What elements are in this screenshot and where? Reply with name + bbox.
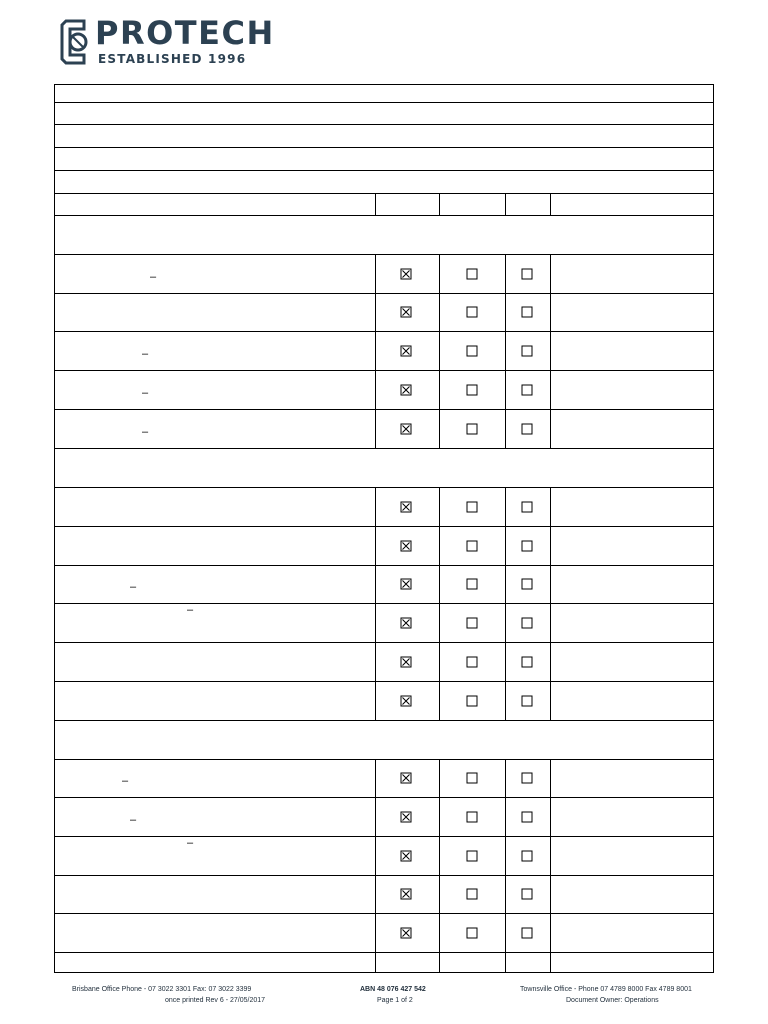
row-divider (54, 952, 714, 953)
column-divider (505, 565, 506, 603)
checked-box-icon[interactable] (400, 501, 412, 513)
unchecked-box-icon[interactable] (521, 927, 533, 939)
row-divider (54, 797, 714, 798)
checked-box-icon[interactable] (400, 345, 412, 357)
unchecked-box-icon[interactable] (521, 501, 533, 513)
company-logo (60, 14, 275, 70)
column-divider (375, 603, 376, 642)
column-divider (439, 409, 440, 448)
row-dash-marker: – (187, 837, 194, 849)
column-divider (375, 293, 376, 331)
column-divider (550, 836, 551, 875)
column-divider (439, 565, 440, 603)
unchecked-box-icon[interactable] (466, 268, 478, 280)
unchecked-box-icon[interactable] (521, 384, 533, 396)
row-dash-marker: – (187, 604, 194, 616)
unchecked-box-icon[interactable] (466, 927, 478, 939)
brand-name: PROTECH (95, 14, 275, 52)
row-divider (54, 875, 714, 876)
row-divider (54, 720, 714, 721)
column-divider (550, 681, 551, 720)
column-divider (550, 526, 551, 565)
row-dash-marker: – (150, 271, 157, 283)
column-divider (550, 797, 551, 836)
column-divider (439, 331, 440, 370)
column-divider (505, 759, 506, 797)
column-divider (439, 913, 440, 952)
row-dash-marker: – (142, 348, 149, 360)
checked-box-icon[interactable] (400, 772, 412, 784)
footer-print-revision: once printed Rev 6 - 27/05/2017 (165, 997, 266, 1004)
unchecked-box-icon[interactable] (521, 268, 533, 280)
unchecked-box-icon[interactable] (521, 306, 533, 318)
unchecked-box-icon[interactable] (521, 423, 533, 435)
unchecked-box-icon[interactable] (466, 695, 478, 707)
column-divider (550, 759, 551, 797)
unchecked-box-icon[interactable] (466, 306, 478, 318)
unchecked-box-icon[interactable] (521, 617, 533, 629)
row-divider (54, 370, 714, 371)
column-divider (550, 603, 551, 642)
row-divider (54, 603, 714, 604)
unchecked-box-icon[interactable] (521, 811, 533, 823)
unchecked-box-icon[interactable] (466, 501, 478, 513)
row-divider (54, 642, 714, 643)
row-divider (54, 565, 714, 566)
footer-abn: ABN 48 076 427 542 (360, 986, 426, 993)
column-divider (439, 681, 440, 720)
row-dash-marker: – (142, 387, 149, 399)
checked-box-icon[interactable] (400, 850, 412, 862)
protech-logo-icon (60, 19, 90, 65)
unchecked-box-icon[interactable] (521, 578, 533, 590)
unchecked-box-icon[interactable] (466, 384, 478, 396)
column-divider (375, 565, 376, 603)
checked-box-icon[interactable] (400, 540, 412, 552)
column-divider (439, 603, 440, 642)
footer-townsville-office: Townsville Office - Phone 07 4789 8000 Fax 4789 8001 (520, 986, 692, 993)
footer-brisbane-office: Brisbane Office Phone - 07 3022 3301 Fax: 07 3022 3399 (72, 986, 252, 993)
row-dash-marker: – (130, 581, 137, 593)
column-divider (550, 370, 551, 409)
row-divider (54, 526, 714, 527)
column-divider (439, 293, 440, 331)
column-divider (550, 193, 551, 215)
footer-page-number: Page 1 of 2 (377, 997, 413, 1004)
header-row-divider (54, 193, 714, 194)
unchecked-box-icon[interactable] (521, 850, 533, 862)
checked-box-icon[interactable] (400, 617, 412, 629)
column-divider (505, 681, 506, 720)
column-divider (439, 254, 440, 293)
column-divider (375, 759, 376, 797)
unchecked-box-icon[interactable] (466, 540, 478, 552)
column-divider (439, 797, 440, 836)
checked-box-icon[interactable] (400, 268, 412, 280)
column-divider (439, 487, 440, 526)
column-divider (439, 952, 440, 973)
row-dash-marker: – (130, 814, 137, 826)
checked-box-icon[interactable] (400, 384, 412, 396)
column-divider (375, 526, 376, 565)
column-divider (505, 913, 506, 952)
footer-document-owner: Document Owner: Operations (566, 997, 659, 1004)
column-divider (550, 952, 551, 973)
checked-box-icon[interactable] (400, 423, 412, 435)
column-divider (375, 642, 376, 681)
column-divider (505, 797, 506, 836)
column-divider (375, 681, 376, 720)
header-row-divider (54, 147, 714, 148)
row-divider (54, 331, 714, 332)
unchecked-box-icon[interactable] (521, 345, 533, 357)
unchecked-box-icon[interactable] (466, 345, 478, 357)
row-dash-marker: – (142, 426, 149, 438)
section-divider (54, 487, 714, 488)
brand-tagline: ESTABLISHED 1996 (98, 52, 247, 66)
unchecked-box-icon[interactable] (521, 656, 533, 668)
row-divider (54, 836, 714, 837)
column-header-divider (54, 215, 714, 216)
unchecked-box-icon[interactable] (466, 617, 478, 629)
header-row-divider (54, 102, 714, 103)
column-divider (550, 565, 551, 603)
row-divider (54, 293, 714, 294)
column-divider (375, 331, 376, 370)
unchecked-box-icon[interactable] (466, 811, 478, 823)
column-divider (439, 836, 440, 875)
column-divider (550, 409, 551, 448)
checked-box-icon[interactable] (400, 695, 412, 707)
column-divider (505, 370, 506, 409)
column-divider (505, 487, 506, 526)
checked-box-icon[interactable] (400, 306, 412, 318)
checked-box-icon[interactable] (400, 888, 412, 900)
checklist-table (54, 84, 714, 973)
column-divider (439, 370, 440, 409)
column-divider (550, 254, 551, 293)
column-divider (505, 952, 506, 973)
unchecked-box-icon[interactable] (466, 423, 478, 435)
column-divider (550, 642, 551, 681)
unchecked-box-icon[interactable] (466, 772, 478, 784)
column-divider (505, 254, 506, 293)
unchecked-box-icon[interactable] (521, 888, 533, 900)
column-divider (505, 836, 506, 875)
column-divider (375, 913, 376, 952)
unchecked-box-icon[interactable] (521, 772, 533, 784)
column-divider (375, 836, 376, 875)
header-row-divider (54, 170, 714, 171)
header-row-divider (54, 124, 714, 125)
column-divider (375, 952, 376, 973)
column-divider (439, 759, 440, 797)
checked-box-icon[interactable] (400, 811, 412, 823)
column-divider (505, 875, 506, 913)
column-divider (550, 913, 551, 952)
column-divider (439, 526, 440, 565)
column-divider (439, 193, 440, 215)
unchecked-box-icon[interactable] (521, 695, 533, 707)
row-divider (54, 409, 714, 410)
column-divider (550, 331, 551, 370)
checked-box-icon[interactable] (400, 927, 412, 939)
column-divider (375, 409, 376, 448)
column-divider (550, 293, 551, 331)
row-dash-marker: – (122, 775, 129, 787)
column-divider (505, 331, 506, 370)
column-divider (375, 193, 376, 215)
row-divider (54, 913, 714, 914)
column-divider (375, 254, 376, 293)
column-divider (375, 370, 376, 409)
unchecked-box-icon[interactable] (466, 656, 478, 668)
row-divider (54, 448, 714, 449)
row-divider (54, 681, 714, 682)
column-divider (505, 526, 506, 565)
column-divider (505, 409, 506, 448)
unchecked-box-icon[interactable] (466, 850, 478, 862)
column-divider (505, 603, 506, 642)
column-divider (550, 487, 551, 526)
section-divider (54, 759, 714, 760)
unchecked-box-icon[interactable] (521, 540, 533, 552)
column-divider (439, 642, 440, 681)
checked-box-icon[interactable] (400, 656, 412, 668)
column-divider (375, 797, 376, 836)
column-divider (505, 193, 506, 215)
column-divider (550, 875, 551, 913)
column-divider (505, 642, 506, 681)
checked-box-icon[interactable] (400, 578, 412, 590)
column-divider (375, 875, 376, 913)
column-divider (439, 875, 440, 913)
unchecked-box-icon[interactable] (466, 888, 478, 900)
unchecked-box-icon[interactable] (466, 578, 478, 590)
column-divider (375, 487, 376, 526)
column-divider (505, 293, 506, 331)
section-divider (54, 254, 714, 255)
